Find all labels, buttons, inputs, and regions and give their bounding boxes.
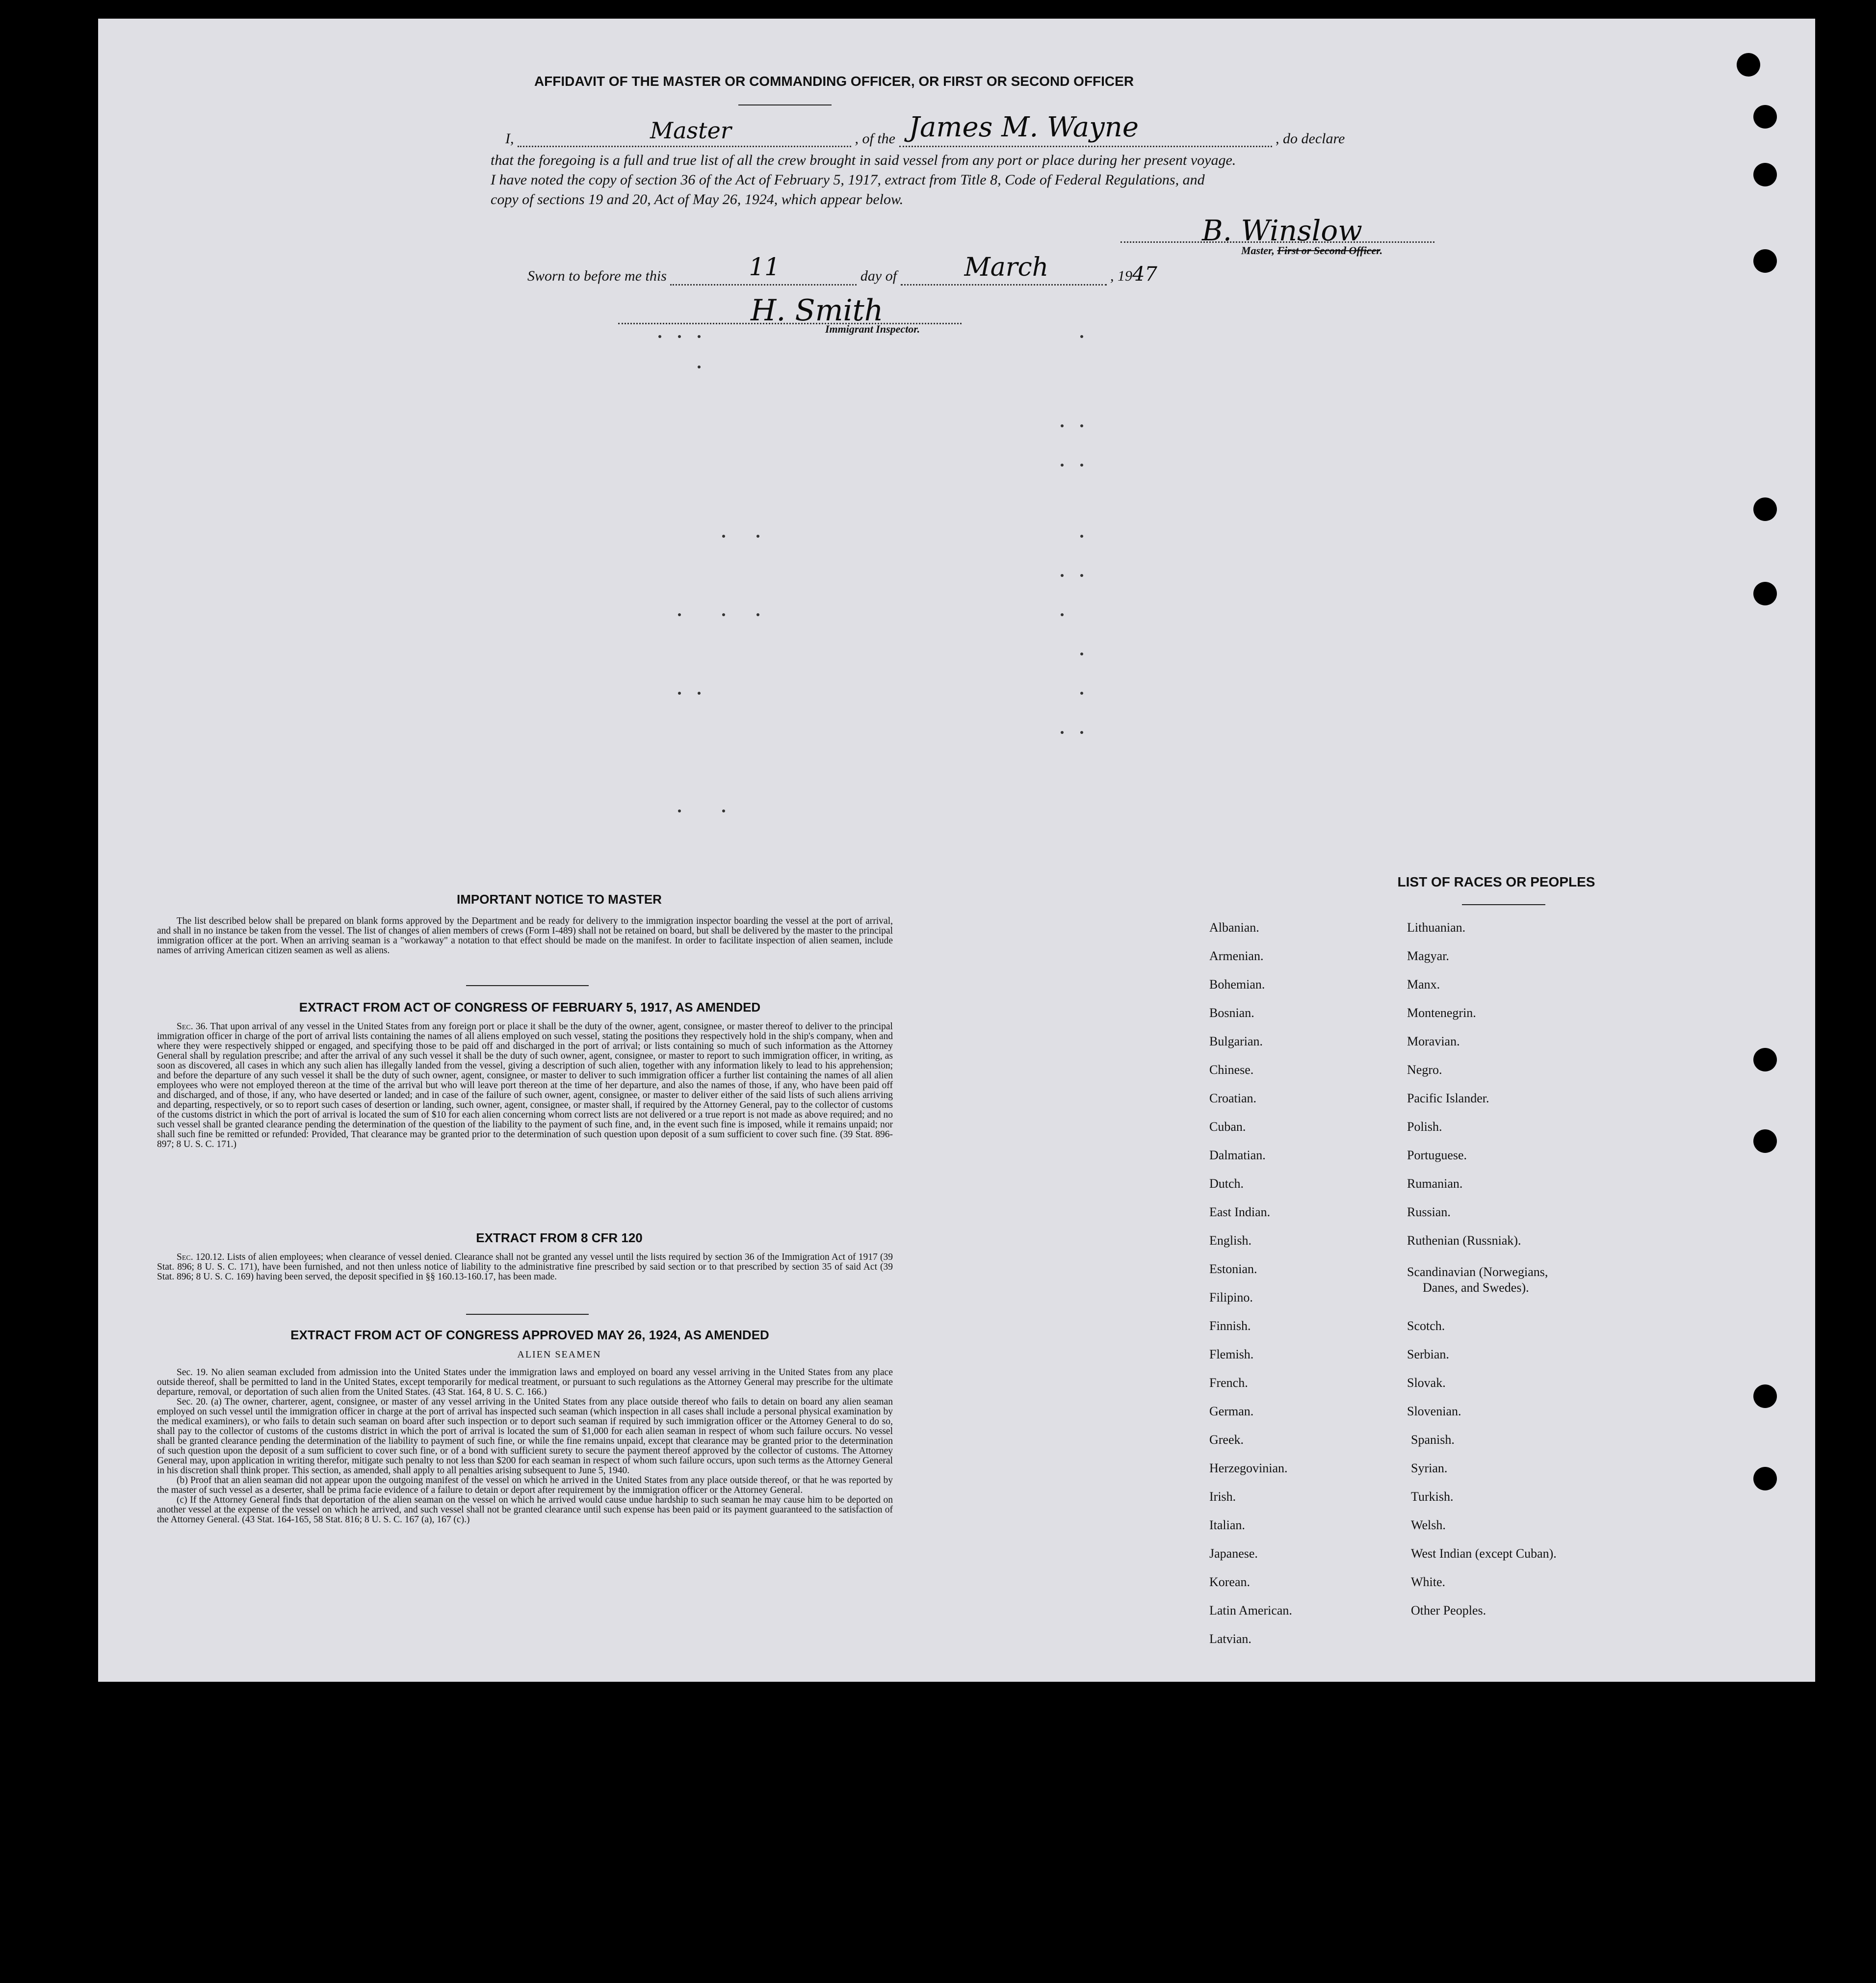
i-label: I,	[505, 130, 514, 147]
race-item: English.	[1209, 1233, 1251, 1248]
race-item: Other Peoples.	[1411, 1603, 1486, 1618]
race-item: Syrian.	[1411, 1461, 1448, 1475]
declaration-line-4: copy of sections 19 and 20, Act of May 26, 1924, which appear below.	[491, 191, 904, 208]
extract-1924-sec20b: (b) Proof that an alien seaman did not appear upon the outgoing manifest of the vessel on which he arrived in the United States from any place outside thereof, or that he was reported by the master of such vessel as a deserter, shall be prima facie evidence of a failure to detain or deport after requirement by the immigration officer or the Attorney General.	[157, 1475, 893, 1495]
punch-hole	[1753, 105, 1777, 129]
inspector-caption: Immigrant Inspector.	[825, 323, 920, 335]
race-item: Magyar.	[1407, 949, 1449, 963]
race-item: Manx.	[1407, 977, 1440, 992]
punch-hole	[1753, 1384, 1777, 1408]
extract-cfr-body	[157, 1252, 893, 1282]
race-item: Spanish.	[1411, 1433, 1455, 1447]
document-page	[98, 19, 1815, 1682]
punch-hole	[1753, 249, 1777, 273]
divider	[466, 1314, 589, 1315]
extract-1924-sec20c: (c) If the Attorney General finds that deportation of the alien seaman on the vessel on which he arrived would cause undue hardship to such seaman he may cause him to be deported on another vessel at the expense of the vessel on which he arrived, and such vessel shall not be granted clearance until such expense has been paid or its payment guaranteed to the satisfaction of the Attorney General. (43 Stat. 164-165, 58 Stat. 816; 8 U. S. C. 167 (a), 167 (c).)	[157, 1495, 893, 1525]
extract-1924-subtitle: ALIEN SEAMEN	[517, 1349, 601, 1360]
race-item: Polish.	[1407, 1120, 1442, 1134]
race-item: Chinese.	[1209, 1063, 1254, 1077]
race-item: Japanese.	[1209, 1546, 1258, 1561]
extract-1917-text: That upon arrival of any vessel in the United States from any foreign port or place it shall be the duty of the owner, agent, consignee, or master thereof to deliver to the principal immigration officer in charge of the port of arrival lists containing the names of all aliens employed on such vessel, stating the positions they respectively hold in the ship's company, when and where they were respectively shipped or engaged, and specifying those to be paid off and discharged in the port of arrival; or lists containing so much of such information as the Attorney General shall by regulation prescribe; and after the arrival of any such vessel it shall be the duty of such owner, agent, consignee, or master to report to such immigration officer, in writing, as soon as discovered, all cases in which any such alien has illegally landed from the vessel, giving a description of such alien, together with any information likely to lead to his apprehension; and before the departure of any such vessel it shall be the duty of such owner, agent, consignee, or master to deliver to such immigration officer a further list containing the names of all alien employees who were not employed thereon at the time of the arrival but who will leave port thereon at the time of her departure, and also the names of those, if any, who have been paid off and discharged, and of those, if any, who have deserted or landed; and in case of the failure of such owner, agent, consignee, or master to deliver either of the said lists of such aliens arriving and departing, respectively, or so to report such cases of desertion or landing, such owner, agent, consignee, or master shall, if required by the Attorney General, pay to the collector of customs of the customs district in which the port of arrival is located the sum of $10 for each alien concerning whom correct lists are not delivered or a true report is not made as above required; and no such vessel shall be granted clearance pending the determination of the question of the liability to the payment of such fine, and, in the event such fine is imposed, while it remains unpaid; nor shall such fine be remitted or refunded: Provided, That clearance may be granted prior to the determination of such question upon deposit of a sum sufficient to cover such fine. (39 Stat. 896-897; 8 U. S. C. 171.)	[157, 1021, 893, 1149]
race-item: West Indian (except Cuban).	[1411, 1546, 1557, 1561]
inspector-signature: H. Smith	[751, 293, 884, 328]
race-item: Scotch.	[1407, 1319, 1445, 1333]
race-item: Portuguese.	[1407, 1148, 1467, 1162]
year-prefix: , 19	[1110, 268, 1133, 284]
race-item: Slovenian.	[1407, 1404, 1461, 1418]
punch-hole	[1753, 1048, 1777, 1071]
extract-1917-paragraph	[157, 1022, 893, 1149]
notice-title: IMPORTANT NOTICE TO MASTER	[457, 892, 662, 907]
race-item: Bosnian.	[1209, 1006, 1254, 1020]
punch-hole	[1753, 1129, 1777, 1153]
divider	[1462, 904, 1545, 905]
race-item: Ruthenian (Russniak).	[1407, 1233, 1521, 1248]
signer-caption-master: Master,	[1241, 244, 1275, 257]
race-item: Flemish.	[1209, 1347, 1254, 1361]
of-the-label: , of the	[855, 130, 895, 147]
punch-hole	[1753, 497, 1777, 521]
extract-1917-title: EXTRACT FROM ACT OF CONGRESS OF FEBRUARY 5, 1917, AS AMENDED	[299, 1000, 761, 1015]
master-signature: B. Winslow	[1202, 214, 1362, 247]
extract-1917-sec-label: Sec. 36.	[177, 1021, 208, 1032]
affidavit-title: AFFIDAVIT OF THE MASTER OR COMMANDING OFFICER, OR FIRST OR SECOND OFFICER	[534, 74, 1134, 89]
race-item: Filipino.	[1209, 1290, 1253, 1305]
race-item: Irish.	[1209, 1489, 1236, 1504]
vessel-name-value: James M. Wayne	[909, 111, 1139, 143]
punch-hole	[1753, 582, 1777, 605]
sworn-day-value: 11	[749, 253, 780, 281]
race-item: Cuban.	[1209, 1120, 1246, 1134]
race-item: Serbian.	[1407, 1347, 1449, 1361]
race-item: French.	[1209, 1376, 1248, 1390]
extract-1924-sec19: Sec. 19. No alien seaman excluded from admission into the United States under the immigration laws and employed on board any vessel arriving in the United States from any place outside thereof, shall be permitted to land in the United States, except temporarily for medical treatment, or pursuant to such regulations as the Attorney General may prescribe for the ultimate departure, removal, or deportation of such alien from the United States. (43 Stat. 164, 8 U. S. C. 166.)	[157, 1367, 893, 1397]
race-item: East Indian.	[1209, 1205, 1271, 1219]
notice-paragraph: The list described below shall be prepared on blank forms approved by the Department and be ready for delivery to the immigration inspector boarding the vessel at the port of arrival, and shall in no instance be taken from the vessel. The list of changes of alien members of crews (Form I-489) shall not be retained on board, but shall be delivered by the master to the principal immigration officer at the port. When an arriving seaman is a "workaway" a notation to that effect should be made on the manifest. In order to facilitate inspection of alien seamen, include names of arriving American citizen seamen as well as aliens.	[157, 916, 893, 956]
declaration-line-1	[505, 111, 1560, 154]
race-item: Herzegovinian.	[1209, 1461, 1288, 1475]
sworn-month-field	[901, 253, 1107, 286]
extract-1917-body	[157, 1022, 893, 1149]
race-item: Latvian.	[1209, 1632, 1251, 1646]
sworn-month-value: March	[964, 253, 1049, 282]
sworn-label: Sworn to before me this	[527, 268, 667, 284]
race-item: Danes, and Swedes).	[1423, 1280, 1529, 1295]
signer-caption	[1241, 244, 1382, 257]
race-item: Russian.	[1407, 1205, 1451, 1219]
race-item: Latin American.	[1209, 1603, 1292, 1618]
race-item: Rumanian.	[1407, 1176, 1463, 1191]
punch-hole	[1753, 1467, 1777, 1490]
race-item: Armenian.	[1209, 949, 1264, 963]
race-item: Lithuanian.	[1407, 920, 1466, 935]
race-item: Dalmatian.	[1209, 1148, 1266, 1162]
race-item: Moravian.	[1407, 1034, 1460, 1048]
officer-title-field	[518, 117, 851, 147]
race-item: Greek.	[1209, 1433, 1244, 1447]
race-item: Negro.	[1407, 1063, 1442, 1077]
do-declare-label: , do declare	[1276, 130, 1345, 147]
race-item: Dutch.	[1209, 1176, 1244, 1191]
race-item: Korean.	[1209, 1575, 1251, 1589]
race-item: Scandinavian (Norwegians,	[1407, 1265, 1548, 1279]
race-item: Croatian.	[1209, 1091, 1257, 1105]
race-item: Turkish.	[1411, 1489, 1454, 1504]
race-item: Estonian.	[1209, 1262, 1257, 1276]
declaration-line-2: that the foregoing is a full and true list of all the crew brought in said vessel from any port or place during her present voyage.	[491, 152, 1236, 168]
declaration-line-3: I have noted the copy of section 36 of the Act of February 5, 1917, extract from Title 8, Code of Federal Regulations, and	[491, 172, 1205, 188]
race-item: Pacific Islander.	[1407, 1091, 1489, 1105]
race-item: German.	[1209, 1404, 1254, 1418]
races-title: LIST OF RACES OR PEOPLES	[1397, 874, 1595, 889]
notice-body	[157, 916, 893, 956]
race-item: Montenegrin.	[1407, 1006, 1476, 1020]
race-item: Finnish.	[1209, 1319, 1251, 1333]
officer-title-value: Master	[650, 117, 731, 144]
signer-caption-end: .	[1380, 244, 1383, 257]
extract-1924-body	[157, 1368, 893, 1525]
extract-cfr-sec-label: Sec. 120.12.	[177, 1252, 225, 1262]
extract-cfr-title: EXTRACT FROM 8 CFR 120	[476, 1230, 643, 1245]
race-item: White.	[1411, 1575, 1446, 1589]
race-item: Albanian.	[1209, 920, 1259, 935]
race-item: Slovak.	[1407, 1376, 1446, 1390]
extract-cfr-text: Lists of alien employees; when clearance of vessel denied. Clearance shall not be granted any vessel until the lists required by section 36 of the Immigration Act of 1917 (39 Stat. 896; 8 U. S. C. 171), have been furnished, and not then unless notice of liability to the administrative fine prescribed by said section or to that prescribed by section 35 of said Act (39 Stat. 896; 8 U. S. C. 169) having been served, the deposit specified in §§ 160.13-160.17, has been made.	[157, 1252, 893, 1282]
scan-dots-svg	[650, 328, 1337, 818]
extract-1924-title: EXTRACT FROM ACT OF CONGRESS APPROVED MAY 26, 1924, AS AMENDED	[290, 1328, 769, 1342]
race-item: Bulgarian.	[1209, 1034, 1263, 1048]
vessel-name-field	[899, 111, 1272, 147]
sworn-line	[527, 253, 1312, 286]
race-item: Bohemian.	[1209, 977, 1265, 992]
sworn-day-field	[670, 253, 857, 286]
punch-hole	[1737, 53, 1760, 77]
year-suffix: 47	[1132, 263, 1157, 286]
punch-hole	[1753, 163, 1777, 186]
signer-caption-struck: First or Second Officer	[1277, 244, 1380, 257]
extract-cfr-paragraph	[157, 1252, 893, 1282]
day-of-label: day of	[860, 268, 897, 284]
divider	[738, 104, 832, 105]
race-item: Welsh.	[1411, 1518, 1446, 1532]
race-item: Italian.	[1209, 1518, 1245, 1532]
scan-marks	[650, 328, 1337, 818]
divider	[466, 985, 589, 986]
extract-1924-sec20a: Sec. 20. (a) The owner, charterer, agent, consignee, or master of any vessel arriving in the United States from any place outside thereof who fails to detain on board any alien seaman employed on such vessel until the immigration officer in charge at the port of arrival has inspected such seaman (which inspection in all cases shall include a personal physical examination by the medical examiners), or who fails to detain such seaman on board after such inspection or to deport such seaman if required by such immigration officer or the Attorney General to do so, shall pay to the collector of customs of the customs district in which the port of arrival is located the sum of $1,000 for each alien seaman in respect of whom such failure occurs. No vessel shall be granted clearance pending the determination of the liability to payment of such fine, or while the fine remains unpaid, except that clearance may be granted prior to the determination of such question upon the deposit of a sum sufficient to cover such fine, or of a bond with sufficient surety to secure the payment thereof approved by the collector of customs. The Attorney General may, upon application in writing therefor, mitigate such penalty to not less than $200 for each seaman in respect of whom such failure occurs, upon such terms as the Attorney General in his discretion shall think proper. This section, as amended, shall apply to all penalties arising subsequent to June 5, 1940.	[157, 1397, 893, 1476]
